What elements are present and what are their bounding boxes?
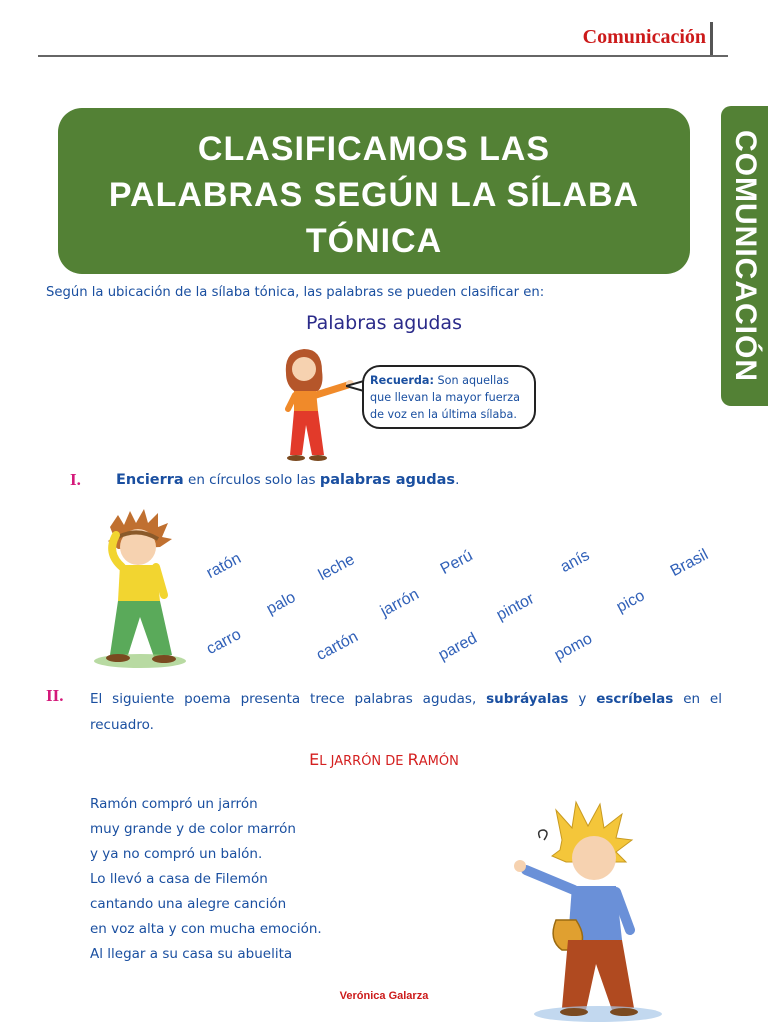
side-tab-label: COMUNICACIÓN [729,130,762,382]
bubble-text-3: de voz en la última sílaba. [370,408,517,421]
bubble-text-1: Son aquellas [437,374,509,387]
boy-illustration [88,505,200,673]
header-rule [38,55,728,57]
exercise-1-middle: en círculos solo las [183,472,320,488]
word-item: anís [557,546,593,577]
poem-line: Al llegar a su casa su abuelita [90,946,293,962]
word-item: pintor [493,590,538,625]
footer-author: Verónica Galarza [339,990,429,1002]
section-title: Palabras agudas [306,312,462,334]
side-tab [721,106,768,406]
speech-bubble [362,365,536,429]
subject-header: Comunicación [582,26,706,48]
intro-text: Según la ubicación de la sílaba tónica, las palabras se pueden clasificar en: [46,285,545,300]
exercise-1-instruction [116,472,459,488]
word-item: leche [315,551,358,585]
poem-line: Ramón compró un jarrón [90,796,258,812]
title-line-1: CLASIFICAMOS LAS [197,130,551,168]
exercise-2-text-3: en el recuadro. [90,691,722,733]
title-line-2: PALABRAS SEGÚN LA SÍLABA [108,176,640,214]
exercise-1-highlight: palabras agudas [319,472,456,488]
title-banner [58,108,690,274]
exercise-2-instruction [90,686,722,738]
word-item: pico [613,587,648,617]
bubble-label: Recuerda: [370,374,434,387]
poem-title-part-1: L JARRÓN DE [319,754,408,769]
title-line-3: TÓNICA [305,222,443,260]
poem-line: muy grande y de color marrón [90,821,296,837]
word-item: Brasil [667,546,712,581]
poem-line: y ya no compró un balón. [90,846,263,862]
word-item: Perú [437,547,476,579]
exercise-2-highlight-2: escríbelas [596,691,674,707]
poem-line: en voz alta y con mucha emoción. [90,921,322,937]
header-divider [710,22,713,56]
word-item: carro [203,625,244,659]
exercise-2-number: II. [46,686,64,705]
poem-line: cantando una alegre canción [90,896,287,912]
exercise-2-text-2: y [568,691,597,707]
exercise-2-text-1: El siguiente poema presenta trece palabras agudas, [90,691,487,707]
word-item: pomo [551,630,596,665]
word-item: palo [263,588,299,619]
poem-body [90,792,322,967]
word-item: jarrón [377,585,422,621]
poem-title-part-2: AMÓN [418,754,459,769]
exercise-1-end: . [455,472,460,488]
word-item: cartón [313,628,362,665]
exercise-1-number: I. [70,470,81,489]
poem-line: Lo llevó a casa de Filemón [90,871,268,887]
exercise-2-highlight-1: subráyalas [486,691,569,707]
bubble-text-2: que llevan la mayor fuerza [370,391,520,404]
exercise-1-verb: Encierra [116,472,184,488]
poem-title-cap-2: R [407,750,419,769]
word-item: ratón [203,549,244,583]
girl-illustration [268,345,358,465]
poem-title [0,750,768,769]
poem-title-cap-1: E [309,750,320,769]
word-item: pared [435,629,480,665]
